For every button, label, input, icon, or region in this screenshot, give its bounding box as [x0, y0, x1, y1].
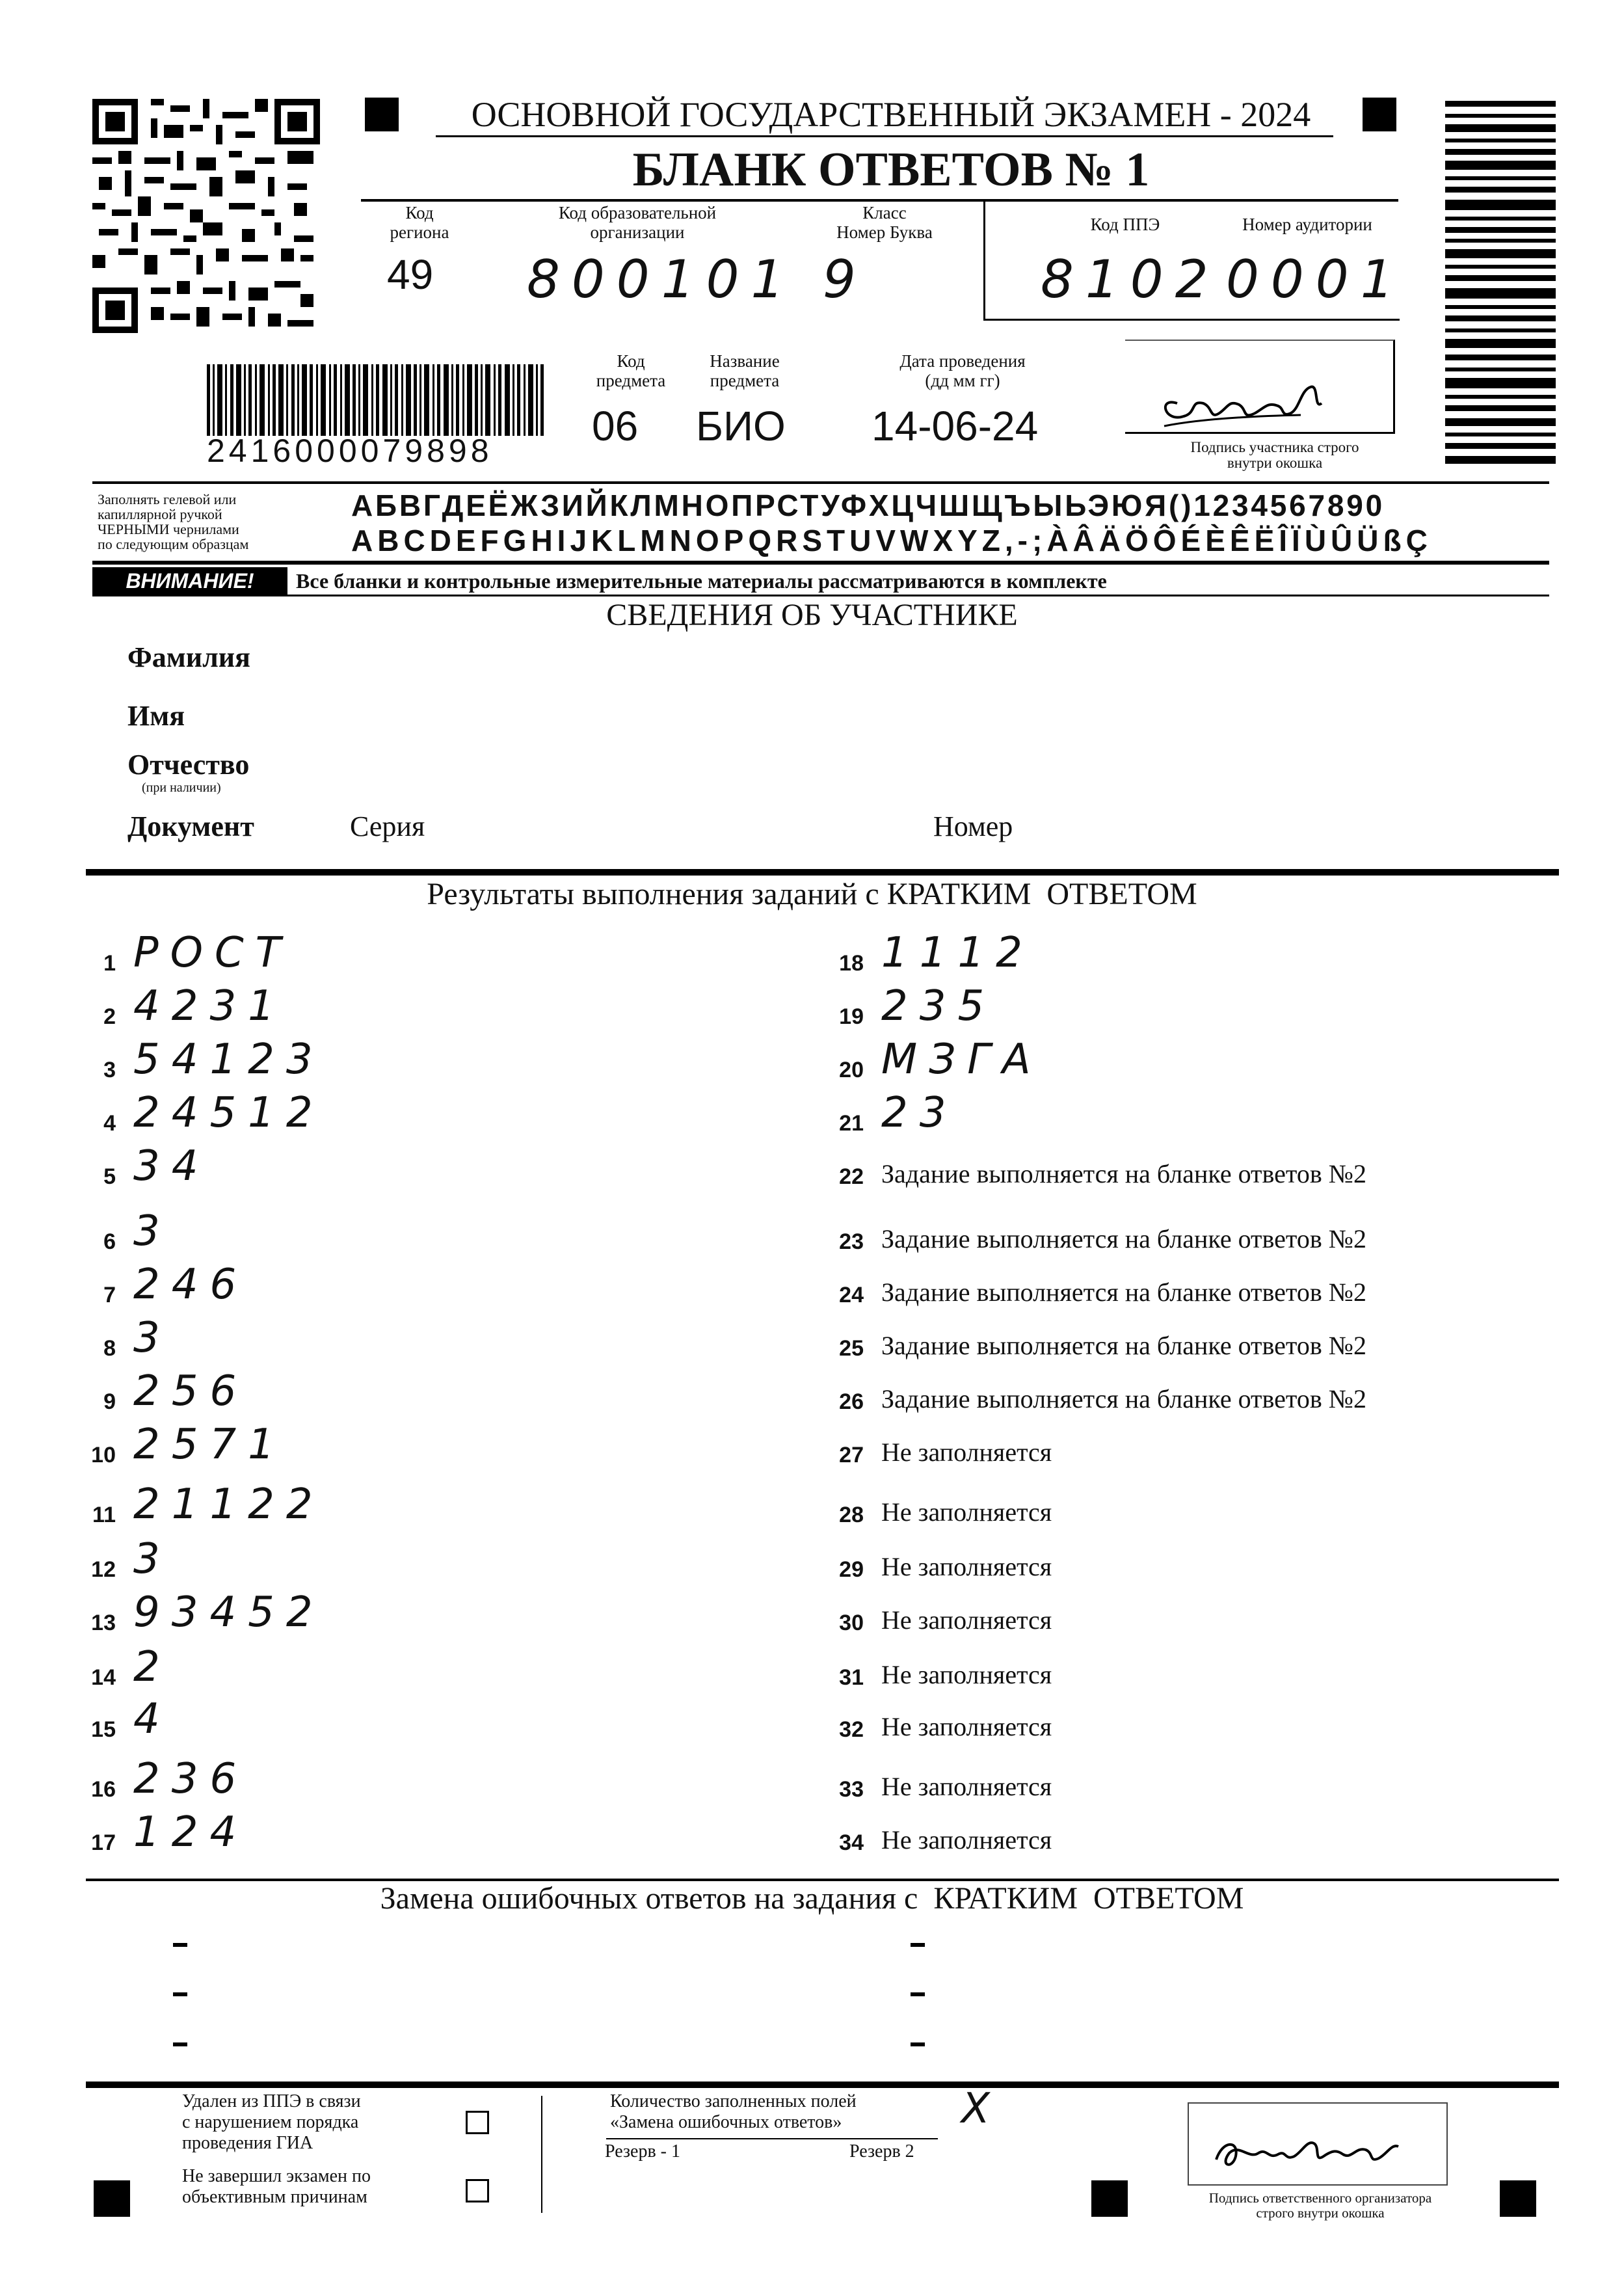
answer-number: 3 [103, 1058, 116, 1082]
not-finished-label: Не завершил экзамен по объективным причинам [182, 2166, 371, 2207]
answer-field[interactable]: 3 [133, 1207, 172, 1255]
answer-note: Не заполняется [881, 1712, 1052, 1741]
answer-number: 12 [91, 1557, 116, 1582]
ink-instruction: Заполнять гелевой или капиллярной ручкой ЧЕРНЫМИ чернилами по следующим образцам [98, 491, 249, 552]
ppe-value[interactable]: 8102 [1041, 249, 1220, 310]
answer-field[interactable]: 256 [133, 1367, 248, 1415]
form-title: БЛАНК ОТВЕТОВ № 1 [632, 143, 1150, 196]
room-label: Номер аудитории [1242, 215, 1372, 234]
participant-signature-caption: Подпись участника строго внутри окошка [1190, 439, 1359, 471]
answer-number: 5 [103, 1164, 116, 1189]
answer-number: 2 [103, 1004, 116, 1029]
answer-number: 30 [839, 1611, 864, 1635]
answer-number: 9 [103, 1389, 116, 1414]
answer-note: Не заполняется [881, 1552, 1052, 1581]
answer-note: Задание выполняется на бланке ответов №2 [881, 1224, 1366, 1253]
reserve-1: Резерв - 1 [605, 2141, 681, 2162]
answer-field[interactable]: 3 [133, 1535, 172, 1583]
answer-note: Не заполняется [881, 1497, 1052, 1527]
warning-text: Все бланки и контрольные измерительные материалы рассматриваются в комплекте [296, 569, 1107, 593]
answer-number: 13 [91, 1611, 116, 1635]
class-label: Класс Номер Буква [836, 203, 933, 242]
answer-field[interactable]: 236 [133, 1755, 248, 1803]
answer-field[interactable]: 4 [133, 1695, 172, 1743]
answer-number: 24 [839, 1283, 864, 1307]
answer-number: 7 [103, 1283, 116, 1307]
answer-field[interactable]: 23 [881, 1089, 958, 1137]
subject-name-label: Название предмета [710, 351, 780, 390]
answer-field[interactable]: 3 [133, 1314, 172, 1362]
answer-number: 1 [103, 951, 116, 976]
participant-section-title: СВЕДЕНИЯ ОБ УЧАСТНИКЕ [606, 598, 1018, 632]
answer-note: Не заполняется [881, 1438, 1052, 1467]
answer-note: Задание выполняется на бланке ответов №2 [881, 1278, 1366, 1307]
subject-name-value[interactable]: БИО [696, 403, 786, 449]
answer-note: Задание выполняется на бланке ответов №2 [881, 1159, 1366, 1188]
sample-latin: ABCDEFGHIJKLMNOPQRSTUVWXYZ,-;ÀÂÄÖÔÉÈÊËÎÏÙÛÜßÇ [351, 524, 1432, 557]
answer-field[interactable]: 124 [133, 1808, 248, 1856]
answer-number: 23 [839, 1229, 864, 1254]
form-barcode [207, 364, 545, 436]
not-finished-checkbox[interactable] [466, 2179, 489, 2202]
answer-field[interactable]: 34 [133, 1142, 210, 1190]
subject-code-label: Код предмета [596, 351, 666, 390]
org-value[interactable]: 800101 [527, 249, 796, 310]
answer-field[interactable]: 54123 [133, 1036, 325, 1084]
number-label: Номер [933, 810, 1013, 842]
replacement-dash [173, 1992, 187, 1996]
answer-field[interactable]: 2 [133, 1643, 172, 1691]
answer-number: 29 [839, 1557, 864, 1582]
answer-number: 18 [839, 951, 864, 976]
patronymic-note: (при наличии) [142, 781, 221, 795]
class-value[interactable]: 9 [823, 249, 868, 310]
registration-mark-bottom-right [1500, 2180, 1536, 2217]
exam-title: ОСНОВНОЙ ГОСУДАРСТВЕННЫЙ ЭКЗАМЕН - 2024 [471, 95, 1311, 134]
answer-note: Не заполняется [881, 1660, 1052, 1689]
answer-number: 32 [839, 1717, 864, 1742]
registration-mark-top-right [1363, 98, 1396, 131]
answer-number: 16 [91, 1777, 116, 1802]
organizer-signature [1203, 2114, 1424, 2179]
series-label: Серия [350, 810, 425, 842]
answer-number: 21 [839, 1111, 864, 1136]
answer-field[interactable]: 235 [881, 982, 996, 1030]
sample-cyrillic: АБВГДЕЁЖЗИЙКЛМНОПРСТУФХЦЧШЩЪЫЬЭЮЯ()1234567890 [351, 489, 1385, 522]
answer-number: 20 [839, 1058, 864, 1082]
patronymic-label: Отчество [127, 749, 250, 781]
answer-note: Не заполняется [881, 1605, 1052, 1635]
answer-number: 19 [839, 1004, 864, 1029]
side-barcode [1445, 101, 1556, 465]
replacement-dash [911, 1943, 925, 1947]
answer-number: 25 [839, 1336, 864, 1361]
region-label: Код региона [390, 203, 449, 242]
answer-number: 10 [91, 1443, 116, 1467]
answer-number: 31 [839, 1665, 864, 1690]
removed-checkbox[interactable] [466, 2111, 489, 2134]
answer-field[interactable]: 4231 [133, 982, 286, 1030]
replacement-dash [911, 1992, 925, 1996]
replacement-title: Замена ошибочных ответов на задания с КРАТКИМ ОТВЕТОМ [380, 1881, 1244, 1916]
answer-note: Задание выполняется на бланке ответов №2 [881, 1384, 1366, 1413]
ppe-label: Код ППЭ [1090, 215, 1160, 234]
answer-number: 22 [839, 1164, 864, 1189]
organizer-signature-caption: Подпись ответственного организатора строго внутри окошка [1208, 2190, 1432, 2221]
answer-field[interactable]: 246 [133, 1261, 248, 1309]
answer-field[interactable]: РОСТ [133, 929, 293, 977]
answer-number: 14 [91, 1665, 116, 1690]
replacement-count-label: Количество заполненных полей «Замена ошибочных ответов» [610, 2091, 857, 2132]
answer-note: Не заполняется [881, 1825, 1052, 1854]
answer-field[interactable]: 2571 [133, 1421, 286, 1469]
surname-label: Фамилия [127, 641, 250, 673]
replacement-dash [173, 1943, 187, 1947]
replacement-dash [911, 2042, 925, 2046]
replacement-dash [173, 2042, 187, 2046]
answer-field[interactable]: 93452 [133, 1588, 325, 1637]
answer-number: 28 [839, 1503, 864, 1527]
answer-number: 6 [103, 1229, 116, 1254]
org-label: Код образовательной организации [558, 203, 717, 242]
answer-note: Не заполняется [881, 1772, 1052, 1801]
answer-number: 17 [91, 1830, 116, 1855]
document-label: Документ [127, 810, 254, 842]
answer-note: Задание выполняется на бланке ответов №2 [881, 1331, 1366, 1360]
answer-field[interactable]: 1112 [881, 929, 1034, 977]
subject-code-value[interactable]: 06 [592, 403, 639, 449]
warning-badge: ВНИМАНИЕ! [92, 567, 287, 595]
answer-number: 34 [839, 1830, 864, 1855]
short-answers-title: Результаты выполнения заданий с КРАТКИМ ОТВЕТОМ [427, 877, 1197, 911]
participant-signature [1151, 364, 1333, 436]
answer-number: 27 [839, 1443, 864, 1467]
answer-number: 33 [839, 1777, 864, 1802]
barcode-number: 2416000079898 [207, 433, 493, 469]
qr-code [92, 99, 320, 333]
answer-field[interactable]: 24512 [133, 1089, 325, 1137]
date-label: Дата проведения (дд мм гг) [899, 351, 1026, 390]
reserve-2: Резерв 2 [849, 2141, 914, 2162]
date-value[interactable]: 14-06-24 [872, 403, 1039, 449]
registration-mark-bottom-left [94, 2180, 130, 2217]
removed-label: Удален из ППЭ в связи с нарушением порядка проведения ГИА [182, 2091, 361, 2153]
answer-field[interactable]: 21122 [133, 1480, 325, 1529]
answer-number: 15 [91, 1717, 116, 1742]
answer-number: 8 [103, 1336, 116, 1361]
answer-number: 26 [839, 1389, 864, 1414]
room-value[interactable]: 0001 [1226, 249, 1405, 310]
registration-mark-top-left [365, 98, 399, 131]
region-value[interactable]: 49 [387, 251, 434, 298]
name-label: Имя [127, 700, 185, 732]
registration-mark-bottom-center [1091, 2180, 1128, 2217]
answer-field[interactable]: МЗГА [881, 1036, 1043, 1084]
answer-number: 11 [92, 1503, 116, 1527]
replacement-count-mark[interactable]: X [961, 2085, 990, 2133]
answer-number: 4 [103, 1111, 116, 1136]
